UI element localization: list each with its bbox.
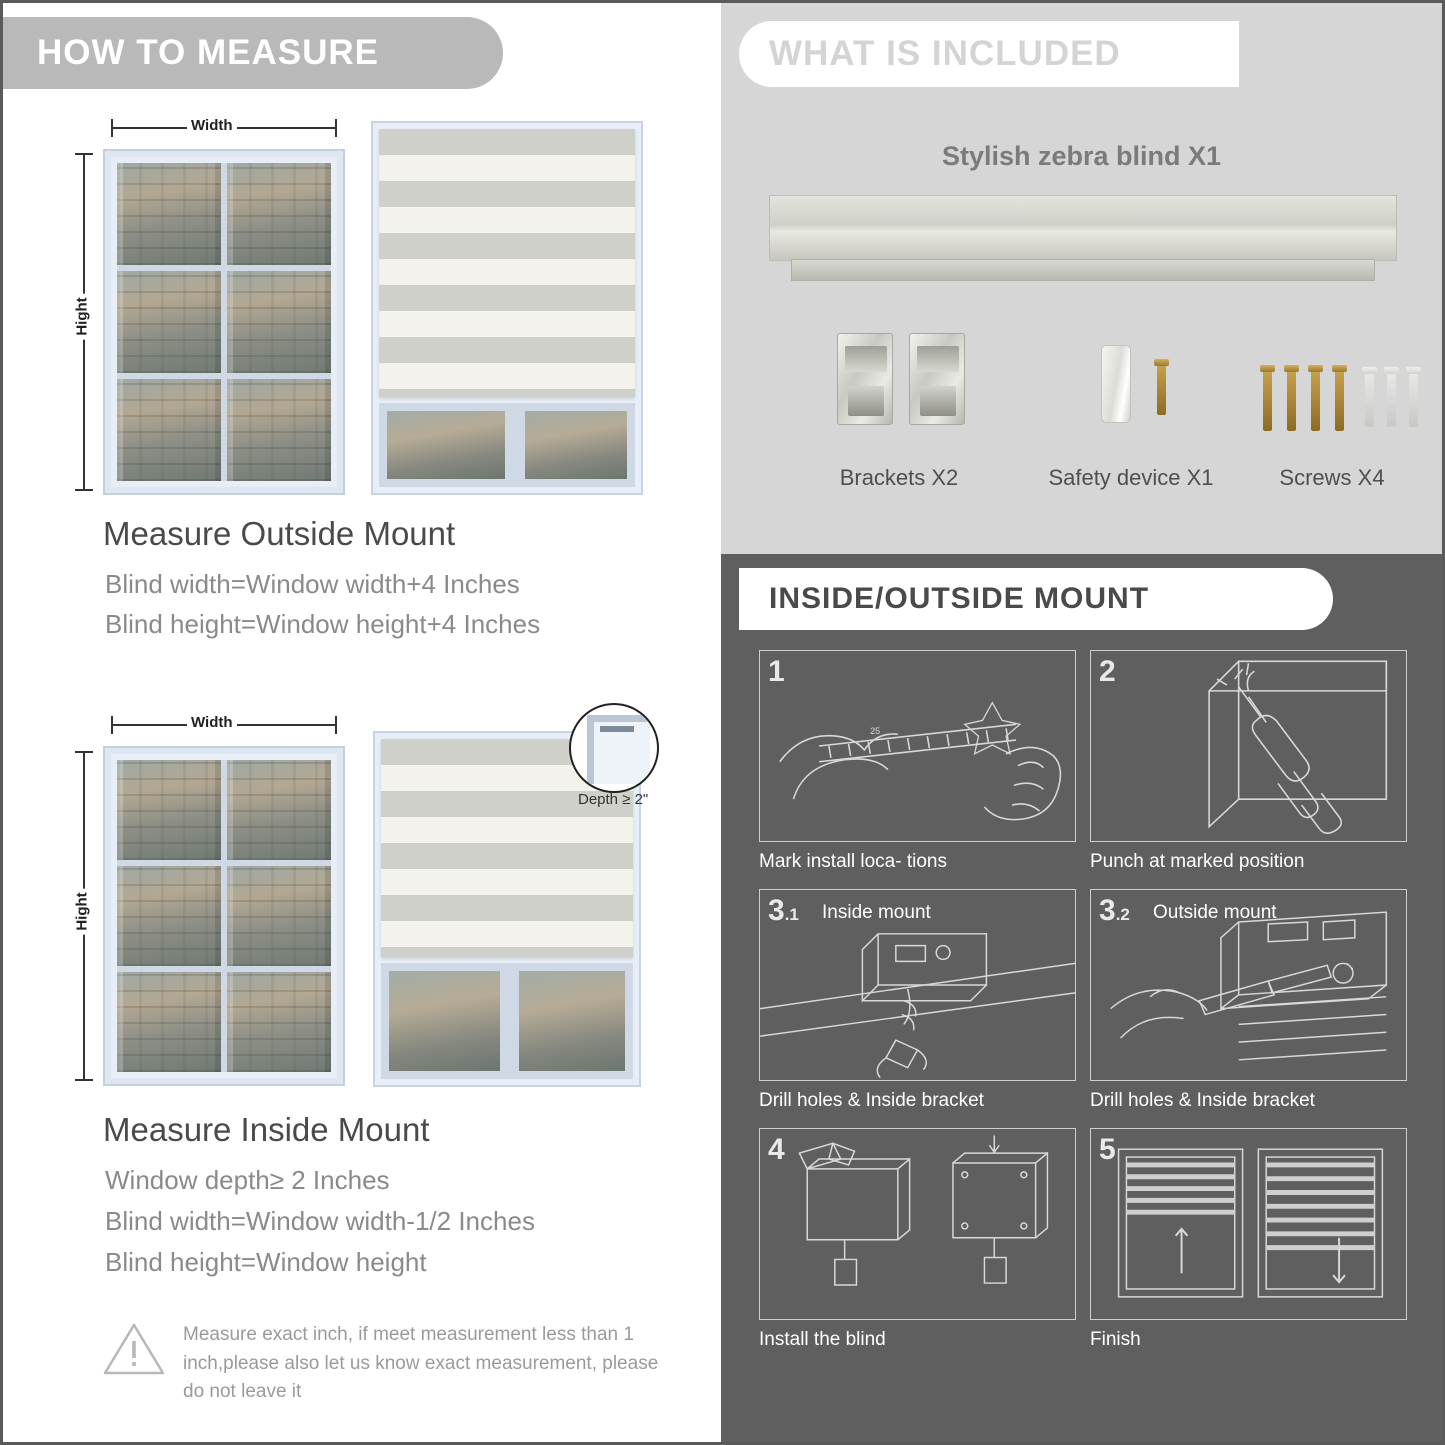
- window-pane: [227, 866, 331, 966]
- window-pane: [117, 760, 221, 860]
- outside-window-illustration: [103, 149, 345, 495]
- screw-icon: [1335, 369, 1344, 431]
- window-pane: [117, 271, 221, 373]
- window-pane: [117, 972, 221, 1072]
- step-5-sketch: [1091, 1129, 1406, 1319]
- screw-head: [1308, 365, 1323, 372]
- part-label: Safety device X1: [1048, 465, 1214, 490]
- bracket-icon: [909, 333, 965, 425]
- wall-plug-head: [1406, 367, 1421, 374]
- inside-mount-line-1: Window depth≥ 2 Inches: [105, 1165, 390, 1195]
- wall-plug-head: [1362, 367, 1377, 374]
- screw-head: [1332, 365, 1347, 372]
- screw-head: [1260, 365, 1275, 372]
- screw-icon: [1157, 363, 1166, 415]
- step-subtitle: Outside mount: [1153, 902, 1277, 923]
- step-1: [759, 650, 1076, 873]
- warning-text: Measure exact inch, if meet measurement less than 1 inch,please also let us know exact measurement, please do not leave it: [183, 1324, 659, 1402]
- safety-device-icon: [1101, 345, 1131, 423]
- how-to-measure-header: HOW TO MEASURE: [3, 17, 503, 89]
- how-to-measure-panel: [3, 3, 721, 1442]
- window-pane: [227, 972, 331, 1072]
- step-4: [759, 1128, 1076, 1351]
- step-number: 3.2: [1099, 894, 1130, 927]
- step-caption: Drill holes & Inside bracket: [759, 1090, 984, 1111]
- window-pane: [117, 379, 221, 481]
- blind-window-view: [379, 403, 635, 487]
- outside-height-tick-bottom: [75, 489, 93, 491]
- step-number: 3.1: [768, 894, 799, 927]
- step-caption: Mark install loca- tions: [759, 851, 947, 872]
- step-number: 5: [1099, 1133, 1116, 1166]
- part-label: Screws X4: [1279, 465, 1385, 490]
- inside-width-label: Width: [187, 714, 237, 731]
- wall-plug-icon: [1387, 371, 1396, 427]
- what-is-included-header: WHAT IS INCLUDED: [739, 21, 1239, 87]
- outside-mount-title: Measure Outside Mount: [103, 515, 456, 552]
- step-2: [1090, 650, 1407, 873]
- screw-icon: [1263, 369, 1272, 431]
- outside-width-label: Width: [187, 117, 237, 134]
- blind-window-view: [381, 963, 633, 1079]
- bracket-icon: [837, 333, 893, 425]
- inside-mount-line-2: Blind width=Window width-1/2 Inches: [105, 1206, 535, 1236]
- screw-head: [1154, 359, 1169, 366]
- window-pane: [117, 866, 221, 966]
- step-number: 2: [1099, 655, 1116, 688]
- measure-warning: [103, 1321, 663, 1407]
- part-safety-device: [1017, 333, 1245, 503]
- wall-plug-icon: [1365, 371, 1374, 427]
- part-brackets: [789, 333, 1009, 503]
- screw-head: [1284, 365, 1299, 372]
- mount-steps-grid: [759, 650, 1407, 1351]
- included-parts-row: [769, 333, 1397, 513]
- outside-height-tick-top: [75, 153, 93, 155]
- inside-mount-line-3: Blind height=Window height: [105, 1247, 427, 1277]
- window-pane: [227, 379, 331, 481]
- inside-height-label: Hight: [74, 888, 91, 934]
- window-pane: [227, 163, 331, 265]
- step-caption: Punch at marked position: [1090, 851, 1305, 872]
- outside-width-tick-left: [111, 119, 113, 137]
- outside-width-tick-right: [335, 119, 337, 137]
- zebra-blind-headrail: [769, 195, 1397, 291]
- outside-height-label: Hight: [74, 293, 91, 339]
- inside-outside-mount-header: INSIDE/OUTSIDE MOUNT: [739, 568, 1333, 630]
- step-4-sketch: [760, 1129, 1075, 1319]
- outside-mount-line-1: Blind width=Window width+4 Inches: [105, 569, 520, 599]
- step-3-2: [1090, 889, 1407, 1112]
- inside-outside-mount-panel: [721, 554, 1442, 1442]
- inside-height-tick-top: [75, 751, 93, 753]
- inside-width-tick-left: [111, 716, 113, 734]
- svg-text:25: 25: [870, 726, 881, 737]
- what-is-included-panel: [721, 3, 1442, 554]
- wall-plug-icon: [1409, 371, 1418, 427]
- depth-detail-circle: [569, 703, 659, 793]
- window-pane: [117, 163, 221, 265]
- part-screws: [1247, 333, 1417, 503]
- inside-height-tick-bottom: [75, 1079, 93, 1081]
- depth-label: Depth ≥ 2": [578, 791, 649, 808]
- outside-mount-blind-illustration: [371, 121, 643, 495]
- step-caption: Finish: [1090, 1329, 1141, 1350]
- wall-plug-head: [1384, 367, 1399, 374]
- outside-mount-line-2: Blind height=Window height+4 Inches: [105, 609, 541, 639]
- inside-mount-title: Measure Inside Mount: [103, 1111, 430, 1148]
- step-2-sketch: [1091, 651, 1406, 841]
- step-caption: Drill holes & Inside bracket: [1090, 1090, 1315, 1111]
- inside-width-tick-right: [335, 716, 337, 734]
- step-caption: Install the blind: [759, 1329, 886, 1350]
- screw-icon: [1287, 369, 1296, 431]
- step-number: 4: [768, 1133, 785, 1166]
- included-main-item-label: Stylish zebra blind X1: [941, 141, 1222, 171]
- step-5: [1090, 1128, 1407, 1351]
- step-subtitle: Inside mount: [822, 902, 931, 923]
- inside-window-illustration: [103, 746, 345, 1086]
- step-1-sketch: [760, 651, 1075, 841]
- window-pane: [227, 271, 331, 373]
- blind-fabric: [379, 129, 635, 397]
- step-3-1: [759, 889, 1076, 1112]
- part-label: Brackets X2: [839, 465, 959, 490]
- screw-icon: [1311, 369, 1320, 431]
- step-number: 1: [768, 655, 785, 688]
- window-pane: [227, 760, 331, 860]
- warning-icon: [103, 1321, 165, 1377]
